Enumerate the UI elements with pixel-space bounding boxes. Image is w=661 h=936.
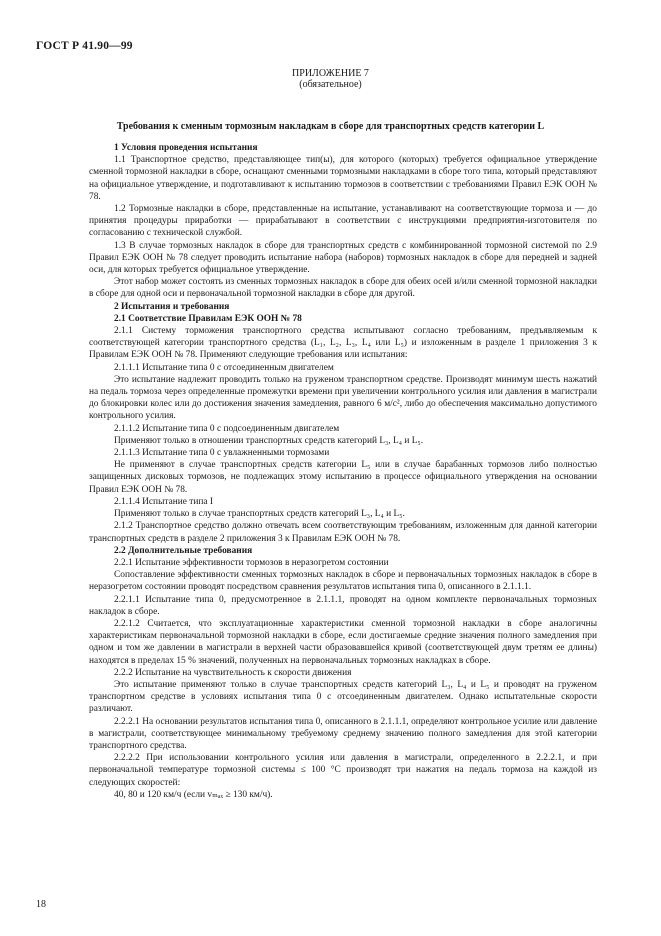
paragraph: Это испытание надлежит проводить только на груженом транспортном средстве. Производят минимум шесть нажатий на педаль тормоза через определенные промежутки времени при увеличении контрольного усилия или давления в магистрали до блокировки колес или до достижения значения замедления, равного 6 м/с², либо до обеспечения максимально допустимого контрольного усилия.: [89, 374, 597, 422]
section-heading: 2 Испытания и требования: [114, 301, 230, 312]
document-code-header: ГОСТ Р 41.90—99: [36, 40, 133, 52]
paragraph: Сопоставление эффективности сменных тормозных накладок в сборе и первоначальных тормозных накладок в сборе в неразогретом состоянии проводят посредством сравнения результатов испытания типа 0, описанного в 2.1.1.1.: [89, 570, 597, 593]
paragraph: 2.2.2.2 При использовании контрольного усилия или давления в магистрали, определенного в 2.2.2.1, и при первоначальной температуре тормозной системы ≤ 100 °С производят три нажатия на педаль тормоза на каждой из следующих скоростей:: [89, 753, 597, 788]
document-body: [89, 142, 597, 801]
paragraph: Не применяют в случае транспортных средств категории L₅ или в случае барабанных тормозов либо полностью защищенных дисковых тормозов, не подлежащих этому испытанию в процессе официального утверждения на основании Правил ЕЭК ООН № 78.: [89, 460, 597, 495]
paragraph: Применяют только в случае транспортных средств категорий L₃, L₄ и L₅.: [114, 509, 405, 520]
paragraph: 2.1.2 Транспортное средство должно отвечать всем соответствующим требованиям, изложенным для данной категории транспортных средств в разделе 2 приложения 3 к Правилам ЕЭК ООН № 78.: [89, 521, 597, 544]
paragraph: 2.1.1.4 Испытание типа I: [114, 496, 214, 507]
paragraph: Этот набор может состоять из сменных тормозных накладок в сборе для обеих осей и/или сменной тормозной накладки в сборе для одной оси и первоначальной тормозной накладки в сборе для другой.: [89, 277, 597, 300]
appendix-title: Требования к сменным тормозным накладкам в сборе для транспортных средств категории L: [116, 121, 545, 132]
appendix-label: ПРИЛОЖЕНИЕ 7: [292, 68, 369, 79]
paragraph: 1.3 В случае тормозных накладок в сборе для транспортных средств с комбинированной тормозной системой по 2.9 Правил ЕЭК ООН № 78 следует проводить испытание набора (наборов) тормозных накладок в сборе для передней и задней оси, для которых требуется официальное утверждение.: [89, 240, 597, 276]
paragraph: 1.1 Транспортное средство, представляющее тип(ы), для которого (которых) требуется официальное утверждение сменной тормозной накладки в сборе, оснащают сменными тормозными накладками в сборе того типа, который представляют на официальное утверждение, и подготавливают к испытанию тормозов в соответствии с требованиями Правил ЕЭК ООН № 78.: [89, 155, 597, 202]
appendix-status: (обязательное): [299, 79, 362, 90]
paragraph: 2.2.2.1 На основании результатов испытания типа 0, описанного в 2.1.1.1, определяют контрольное усилие или давление в магистрали, соответствующее минимальному требуемому среднему значению полного замедления для этой категории транспортного средства.: [89, 716, 597, 751]
paragraph: 2.2.1.1 Испытание типа 0, предусмотренное в 2.1.1.1, проводят на одном комплекте первоначальных тормозных накладок в сборе.: [89, 594, 597, 617]
paragraph: 2.1.1.2 Испытание типа 0 с подсоединенным двигателем: [114, 423, 340, 434]
paragraph: 2.1.1.3 Испытание типа 0 с увлажненными тормозами: [114, 448, 330, 459]
paragraph: Применяют только в отношении транспортных средств категорий L₃, L₄ и L₅.: [114, 435, 424, 446]
appendix-heading: [0, 68, 661, 90]
subsection-heading: 2.1 Соответствие Правилам ЕЭК ООН № 78: [114, 313, 302, 324]
section-heading: 1 Условия проведения испытания: [114, 143, 258, 153]
paragraph: 2.2.1 Испытание эффективности тормозов в неразогретом состоянии: [114, 557, 389, 568]
page-number: 18: [36, 899, 46, 910]
paragraph: Это испытание применяют только в случае транспортных средств категорий L₃, L₄ и L₅ и проводят на груженом транспортном средстве в условиях испытания типа 0 с отсоединенным двигателем. Однако испытательные скорости различают.: [89, 679, 597, 715]
paragraph: 1.2 Тормозные накладки в сборе, представленные на испытание, устанавливают на соответствующие тормоза и — до принятия процедуры приработки — прирабатывают в соответствии с инструкциями предприятия-изготовителя по согласованию с технической службой.: [89, 204, 597, 239]
paragraph: 2.1.1.1 Испытание типа 0 с отсоединенным двигателем: [114, 362, 334, 373]
paragraph: 2.2.2 Испытание на чувствительность к скорости движения: [114, 667, 352, 678]
paragraph: 2.1.1 Систему торможения транспортного средства испытывают согласно требованиям, предъявляемым к соответствующей категории транспортного средства (L₁, L₂, L₃, L₄ или L₅) и изложенным в разделе 1 приложения 3 к Правилам ЕЭК ООН № 78. Применяют следующие требования или испытания:: [89, 326, 597, 361]
paragraph: 40, 80 и 120 км/ч (если vₘₐₓ ≥ 130 км/ч).: [114, 789, 273, 800]
subsection-heading: 2.2 Дополнительные требования: [114, 545, 253, 556]
paragraph: 2.2.1.2 Считается, что эксплуатационные характеристики сменной тормозной накладки в сборе аналогичны характеристикам первоначальной тормозной накладки в сборе, если достигаемые средние значения полного замедления при одном и том же давлении в магистрали в верхней части образовавшейся кривой (соответствующей двум третям ее длины) находятся в пределах 15 % значений, полученных на первоначальных тормозных накладках в сборе.: [89, 618, 597, 666]
